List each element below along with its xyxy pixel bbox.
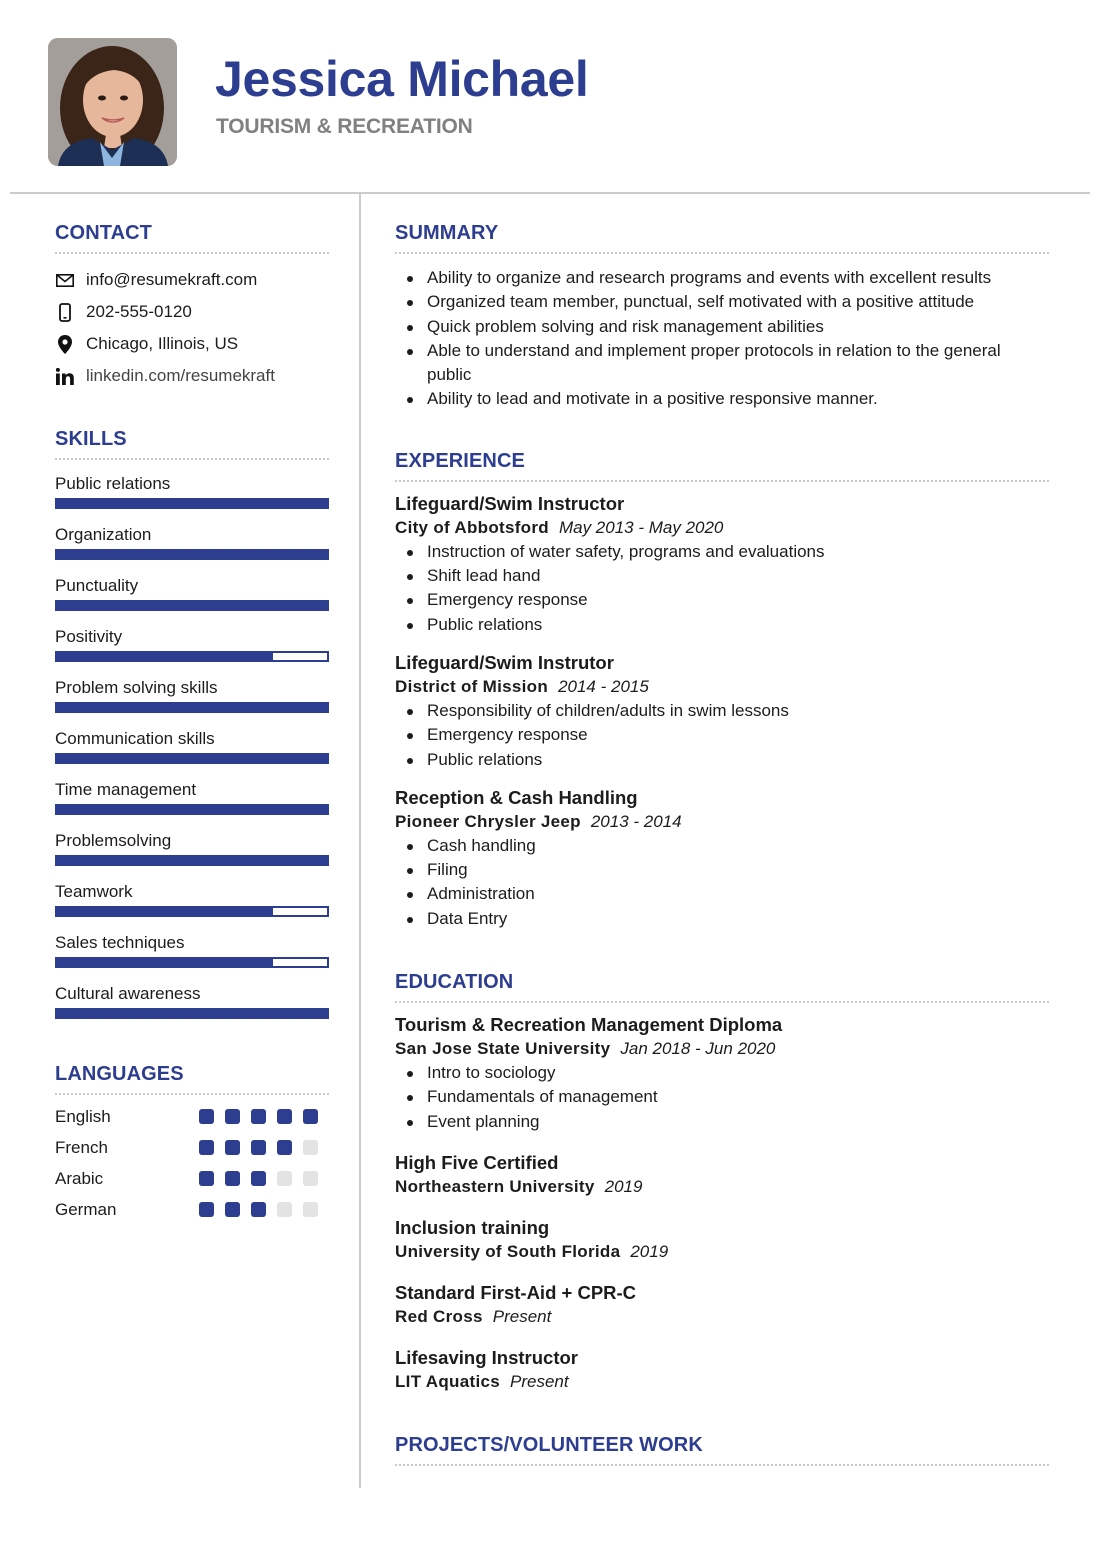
job-duty: Responsibility of children/adults in swim lessons	[395, 699, 1049, 723]
job-dates: 2013 - 2014	[590, 811, 682, 831]
rating-dot-filled	[251, 1109, 266, 1124]
skill-bar-fill	[57, 500, 327, 507]
experience-entry	[395, 786, 1049, 931]
credential-title: Standard First-Aid + CPR-C	[395, 1281, 637, 1303]
skill-label: Positivity	[55, 627, 123, 646]
location-text: Chicago, Illinois, US	[86, 334, 239, 353]
language-name: Arabic	[55, 1168, 104, 1188]
education-entry	[395, 1281, 1049, 1329]
education-entry	[395, 1216, 1049, 1264]
contact-phone[interactable]	[55, 296, 329, 328]
summary-item: Ability to organize and research programs and events with excellent results	[395, 266, 1049, 290]
resume-header	[0, 0, 1100, 194]
job-meta	[395, 675, 1049, 699]
job-title: Lifeguard/Swim Instrutor	[395, 651, 614, 673]
skill-item	[55, 868, 329, 919]
skill-label: Communication skills	[55, 729, 215, 748]
rating-dot-filled	[199, 1171, 214, 1186]
skill-bar	[55, 702, 329, 713]
rating-dot-filled	[225, 1140, 240, 1155]
skill-bar	[55, 957, 329, 968]
job-dates: May 2013 - May 2020	[558, 517, 724, 537]
credential-meta	[395, 1240, 1049, 1264]
skill-bar	[55, 753, 329, 764]
job-duty: Data Entry	[395, 907, 1049, 931]
rating-dot-filled	[251, 1140, 266, 1155]
right-column	[395, 222, 1049, 1466]
job-duties	[395, 699, 1049, 772]
job-duty: Emergency response	[395, 723, 1049, 747]
linkedin-text: linkedin.com/resumekraft	[86, 366, 275, 385]
skill-label: Problemsolving	[55, 831, 172, 850]
skill-bar-fill	[57, 857, 327, 864]
skill-bar	[55, 600, 329, 611]
employer: City of Abbotsford	[395, 517, 549, 537]
skill-item	[55, 715, 329, 766]
skill-bar-fill	[57, 602, 327, 609]
course-item: Fundamentals of management	[395, 1085, 1049, 1109]
language-rating	[199, 1140, 329, 1155]
rating-dot-filled	[199, 1109, 214, 1124]
job-title: Lifeguard/Swim Instructor	[395, 492, 625, 514]
skill-bar-fill	[57, 653, 273, 660]
rating-dot-empty	[277, 1202, 292, 1217]
credential-dates: 2019	[604, 1176, 643, 1196]
credential-meta	[395, 1037, 1049, 1061]
skill-bar	[55, 906, 329, 917]
institution: San Jose State University	[395, 1039, 611, 1059]
skill-label: Teamwork	[55, 882, 133, 901]
credential-dates: Jan 2018 - Jun 2020	[620, 1039, 776, 1059]
experience-heading: EXPERIENCE	[395, 450, 1049, 482]
education-entry	[395, 1151, 1049, 1199]
skill-label: Punctuality	[55, 576, 139, 595]
job-meta	[395, 810, 1049, 834]
language-rating	[199, 1109, 329, 1124]
skill-label: Public relations	[55, 474, 171, 493]
skill-bar-fill	[57, 806, 327, 813]
rating-dot-empty	[303, 1171, 318, 1186]
phone-icon	[55, 302, 75, 322]
skill-bar-fill	[57, 704, 327, 711]
skill-label: Sales techniques	[55, 933, 185, 952]
credential-title: Lifesaving Instructor	[395, 1346, 578, 1368]
skill-item	[55, 664, 329, 715]
skill-label: Problem solving skills	[55, 678, 218, 697]
credential-title: Inclusion training	[395, 1216, 550, 1238]
skill-item	[55, 562, 329, 613]
skill-item	[55, 511, 329, 562]
institution: LIT Aquatics	[395, 1371, 500, 1391]
skill-bar	[55, 651, 329, 662]
rating-dot-filled	[225, 1109, 240, 1124]
course-item: Intro to sociology	[395, 1061, 1049, 1085]
job-title: Reception & Cash Handling	[395, 786, 638, 808]
course-item: Event planning	[395, 1110, 1049, 1134]
skill-item	[55, 766, 329, 817]
summary-item: Organized team member, punctual, self motivated with a positive attitude	[395, 290, 1049, 314]
skill-bar	[55, 804, 329, 815]
rating-dot-filled	[225, 1202, 240, 1217]
employer: Pioneer Chrysler Jeep	[395, 811, 581, 831]
job-duty: Instruction of water safety, programs and evaluations	[395, 540, 1049, 564]
rating-dot-filled	[199, 1140, 214, 1155]
rating-dot-filled	[199, 1202, 214, 1217]
rating-dot-filled	[303, 1109, 318, 1124]
email-text: info@resumekraft.com	[86, 270, 258, 289]
rating-dot-filled	[225, 1171, 240, 1186]
experience-entry	[395, 651, 1049, 772]
institution: Northeastern University	[395, 1176, 595, 1196]
coursework	[395, 1061, 1049, 1134]
job-duties	[395, 540, 1049, 637]
language-item	[55, 1132, 329, 1163]
column-divider	[359, 194, 361, 1488]
profile-photo	[48, 38, 177, 166]
job-duties	[395, 834, 1049, 931]
header-divider	[10, 192, 1090, 194]
summary-item: Quick problem solving and risk management abilities	[395, 315, 1049, 339]
skill-bar	[55, 1008, 329, 1019]
language-name: French	[55, 1137, 108, 1157]
rating-dot-filled	[277, 1140, 292, 1155]
credential-dates: Present	[492, 1306, 552, 1326]
candidate-name: Jessica Michael	[215, 51, 589, 107]
education-entry	[395, 1346, 1049, 1394]
skill-bar-fill	[57, 908, 273, 915]
languages-list	[55, 1101, 329, 1225]
language-name: German	[55, 1199, 117, 1219]
employer: District of Mission	[395, 676, 549, 696]
skills-list	[55, 460, 329, 1021]
credential-meta	[395, 1305, 1049, 1329]
contact-location	[55, 328, 329, 360]
skill-bar-fill	[57, 959, 273, 966]
institution: University of South Florida	[395, 1241, 621, 1261]
institution: Red Cross	[395, 1306, 483, 1326]
rating-dot-filled	[251, 1171, 266, 1186]
phone-text: 202-555-0120	[86, 302, 192, 321]
rating-dot-filled	[277, 1109, 292, 1124]
skill-item	[55, 970, 329, 1021]
skill-item	[55, 460, 329, 511]
job-duty: Shift lead hand	[395, 564, 1049, 588]
skill-item	[55, 919, 329, 970]
job-meta	[395, 516, 1049, 540]
skill-bar	[55, 855, 329, 866]
credential-dates: 2019	[630, 1241, 669, 1261]
credential-dates: Present	[509, 1371, 569, 1391]
language-item	[55, 1101, 329, 1132]
contact-heading: CONTACT	[55, 222, 329, 254]
languages-heading: LANGUAGES	[55, 1063, 329, 1095]
job-duty: Filing	[395, 858, 1049, 882]
language-item	[55, 1194, 329, 1225]
rating-dot-empty	[303, 1140, 318, 1155]
contact-linkedin[interactable]	[55, 360, 329, 392]
rating-dot-empty	[303, 1202, 318, 1217]
language-name: English	[55, 1106, 111, 1126]
skill-bar	[55, 549, 329, 560]
job-dates: 2014 - 2015	[558, 676, 649, 696]
left-column	[55, 222, 329, 1225]
language-rating	[199, 1202, 329, 1217]
summary-heading: SUMMARY	[395, 222, 1049, 254]
summary-list	[395, 266, 1049, 412]
credential-title: High Five Certified	[395, 1151, 559, 1173]
rating-dot-filled	[251, 1202, 266, 1217]
language-item	[55, 1163, 329, 1194]
summary-item: Able to understand and implement proper protocols in relation to the general public	[395, 339, 1049, 388]
skill-item	[55, 613, 329, 664]
language-rating	[199, 1171, 329, 1186]
projects-heading: PROJECTS/VOLUNTEER WORK	[395, 1434, 1049, 1466]
envelope-icon	[55, 270, 75, 290]
job-duty: Cash handling	[395, 834, 1049, 858]
map-pin-icon	[55, 334, 75, 354]
job-duty: Public relations	[395, 748, 1049, 772]
skill-bar-fill	[57, 755, 327, 762]
contact-email[interactable]	[55, 264, 329, 296]
experience-entry	[395, 492, 1049, 637]
linkedin-icon	[55, 366, 75, 386]
skill-item	[55, 817, 329, 868]
contact-list	[55, 264, 329, 392]
skill-label: Cultural awareness	[55, 984, 201, 1003]
job-duty: Administration	[395, 882, 1049, 906]
skills-heading: SKILLS	[55, 428, 329, 460]
job-duty: Public relations	[395, 613, 1049, 637]
rating-dot-empty	[277, 1171, 292, 1186]
education-heading: EDUCATION	[395, 971, 1049, 1003]
credential-title: Tourism & Recreation Management Diploma	[395, 1014, 783, 1036]
skill-bar-fill	[57, 551, 327, 558]
skill-label: Organization	[55, 525, 152, 544]
skill-bar-fill	[57, 1010, 327, 1017]
skill-label: Time management	[55, 780, 197, 799]
summary-item: Ability to lead and motivate in a positive responsive manner.	[395, 387, 1049, 411]
job-duty: Emergency response	[395, 588, 1049, 612]
credential-meta	[395, 1370, 1049, 1394]
credential-meta	[395, 1175, 1049, 1199]
skill-bar	[55, 498, 329, 509]
education-entry	[395, 1013, 1049, 1134]
candidate-title: TOURISM & RECREATION	[216, 115, 473, 138]
